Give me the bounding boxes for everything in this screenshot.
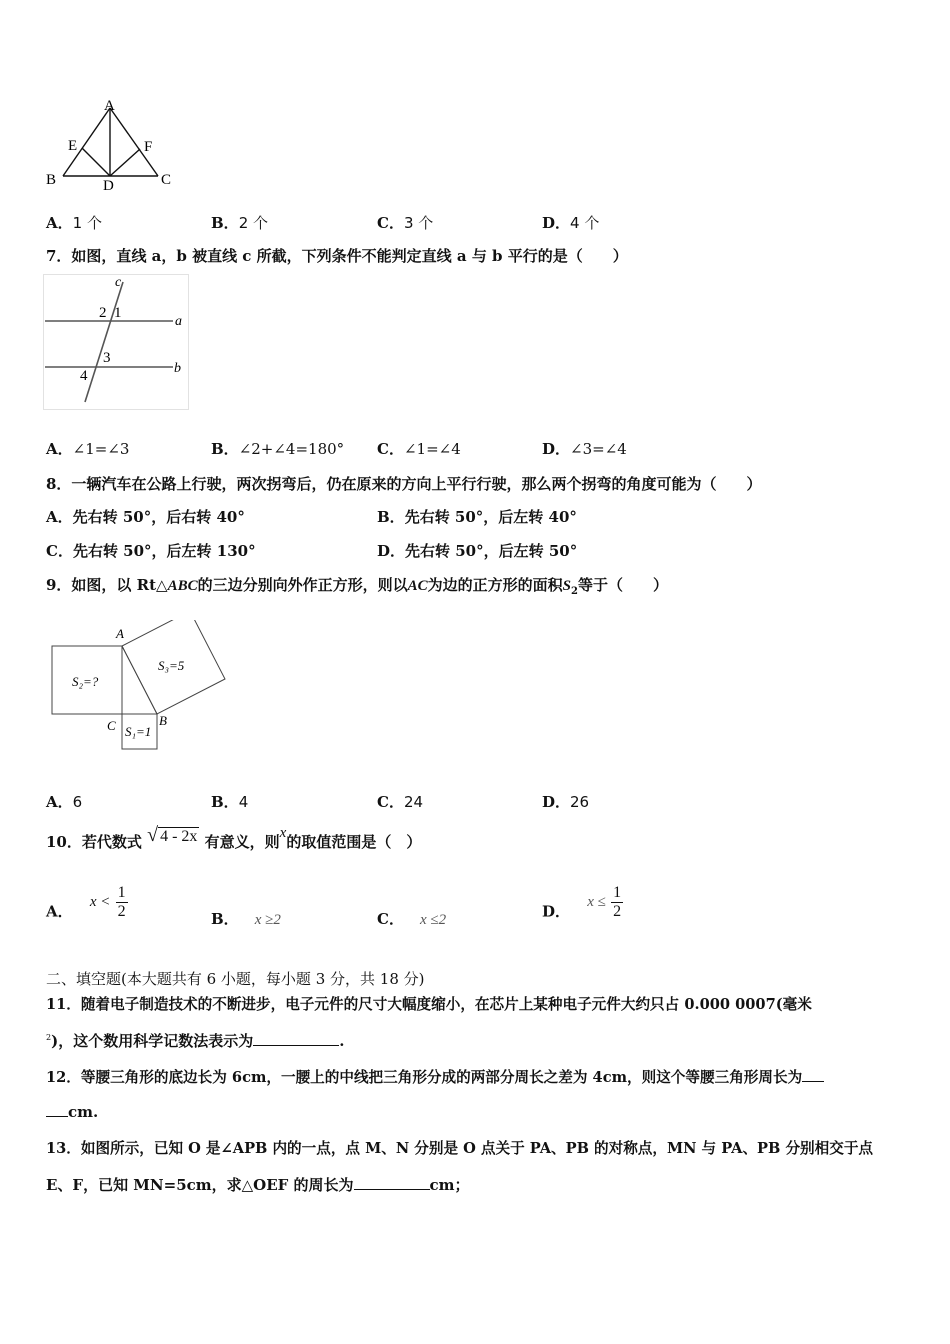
q9-option-b: B．4 — [211, 793, 249, 811]
q7-option-c: C．∠1=∠4 — [377, 440, 461, 458]
q9-option-a: A．6 — [46, 793, 83, 811]
q9-option-c: C．24 — [377, 793, 424, 811]
section-heading: 二、填空题(本大题共有 6 小题，每小题 3 分，共 18 分) — [46, 970, 425, 988]
q6-option-c: C．3 个 — [377, 214, 434, 232]
fig-label-s2: S₂=? — [72, 674, 99, 689]
fig-label-s3: S₃=5 — [158, 658, 185, 673]
triangle-figure — [40, 96, 190, 196]
q7-option-b: B．∠2+∠4=180° — [211, 440, 345, 458]
q8-option-c: C．先右转 50°，后左转 130° — [46, 542, 256, 560]
fig-label-c: C — [161, 172, 172, 188]
q10-option-b: B． x ≥2 — [211, 910, 281, 928]
fig-label-a: a — [175, 314, 182, 329]
q9-stem: 9．如图，以 Rt△ABC的三边分别向外作正方形，则以AC为边的正方形的面积$S_2$等于（ ） — [46, 576, 668, 597]
q10-stem: 10．若代数式 √ 4 - 2x 有意义，则x的取值范围是（ ） — [46, 824, 422, 851]
q12-line2: cm. — [46, 1102, 98, 1121]
fig-label-b: B — [46, 172, 57, 188]
q6-option-b: B．2 个 — [211, 214, 268, 232]
q12-line1: 12．等腰三角形的底边长为 6cm，一腰上的中线把三角形分成的两部分周长之差为 4cm，则这个等腰三角形周长为 — [46, 1066, 824, 1087]
sqrt-expression: √ 4 - 2x — [147, 824, 198, 846]
squares-figure — [40, 620, 240, 756]
fig-label-d: D — [103, 178, 114, 194]
q8-option-b: B．先右转 50°，后左转 40° — [377, 508, 577, 526]
fig-label-f: F — [144, 139, 153, 155]
fig-label-c: c — [115, 275, 122, 290]
fig-label-3: 3 — [103, 350, 111, 366]
fig-label-a: A — [116, 626, 124, 641]
q7-stem: 7．如图，直线 a，b 被直线 c 所截，下列条件不能判定直线 a 与 b 平行的是（ ） — [46, 247, 628, 265]
q8-option-a: A．先右转 50°，后右转 40° — [46, 508, 245, 526]
q11-answer-blank[interactable] — [253, 1031, 339, 1046]
q8-stem: 8．一辆汽车在公路上行驶，两次拐弯后，仍在原来的方向上平行行驶，那么两个拐弯的角度可能为（ ） — [46, 475, 762, 493]
q11-line1: 11．随着电子制造技术的不断进步，电子元件的尺寸大幅度缩小，在芯片上某种电子元件大约只占 0.000 0007(毫米 — [46, 996, 812, 1013]
q10-option-d: D． x ≤ $\frac{1}{2}$ — [542, 884, 622, 921]
q13-line2: E、F，已知 MN=5cm，求△OEF 的周长为 cm； — [46, 1176, 470, 1194]
q12-answer-blank-cont[interactable] — [46, 1102, 68, 1117]
q7-option-a: A．∠1=∠3 — [46, 440, 130, 458]
fig-label-c: C — [107, 718, 116, 733]
fig-label-e: E — [68, 138, 78, 154]
q6-option-a: A．1 个 — [46, 214, 102, 232]
q7-option-d: D．∠3=∠4 — [542, 440, 627, 458]
q13-line1: 13．如图所示，已知 O 是∠APB 内的一点，点 M、N 分别是 O 点关于 PA、PB 的对称点，MN 与 PA、PB 分别相交于点 — [46, 1140, 874, 1157]
q10-option-a: A． x < $\frac{1}{2}$ — [46, 884, 126, 921]
q10-option-c: C． x ≤2 — [377, 910, 447, 928]
q13-answer-blank[interactable] — [354, 1175, 430, 1190]
q11-line2: $^2$)，这个数用科学记数法表示为 . — [46, 1032, 345, 1050]
fig-label-1: 1 — [114, 305, 122, 321]
parallel-lines-figure — [43, 274, 189, 410]
fig-label-s1: S₁=1 — [125, 724, 152, 739]
fig-label-4: 4 — [80, 368, 88, 384]
q9-option-d: D．26 — [542, 793, 590, 811]
fig-label-b: b — [174, 361, 181, 376]
q12-answer-blank[interactable] — [802, 1067, 824, 1082]
q8-option-d: D．先右转 50°，后左转 50° — [377, 542, 578, 560]
fig-label-b: B — [159, 713, 167, 728]
q6-option-d: D．4 个 — [542, 214, 600, 232]
fig-label-2: 2 — [99, 305, 107, 321]
fig-label-a: A — [104, 98, 115, 114]
